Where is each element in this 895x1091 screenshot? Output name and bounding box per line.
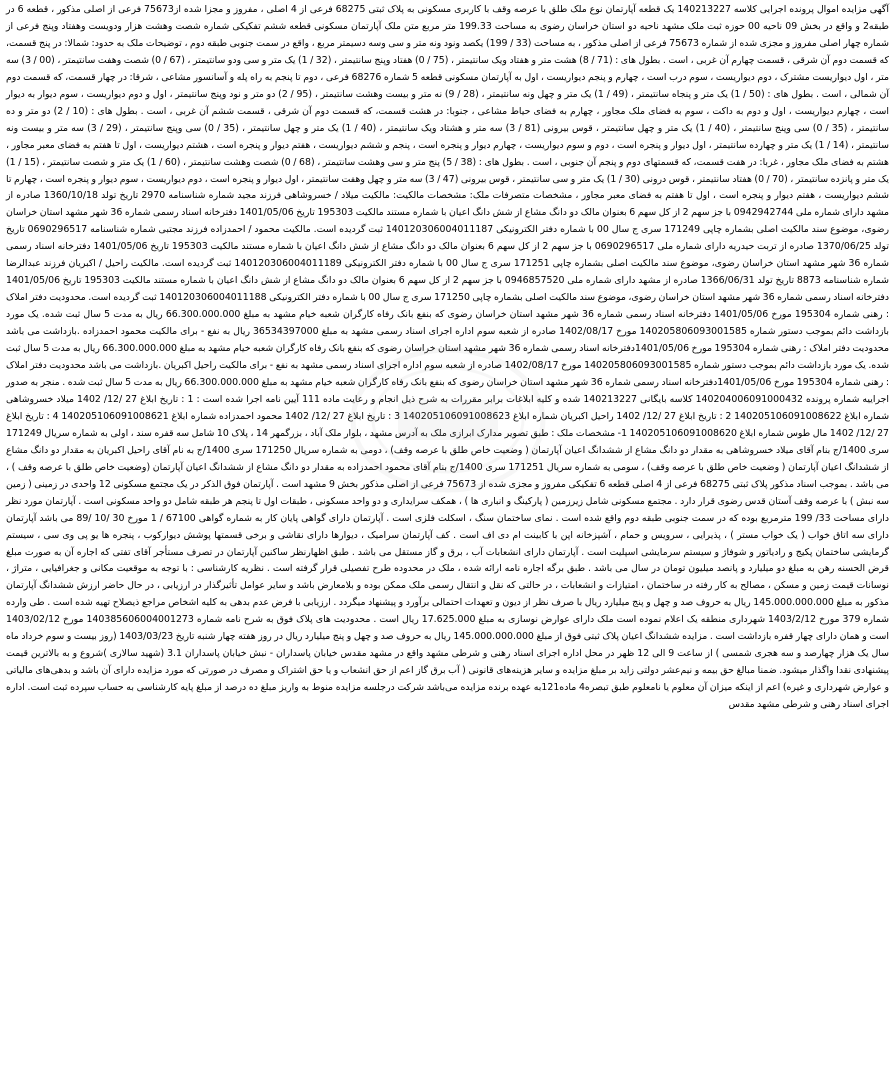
notice-body: آگهی مزایده اموال پرونده اجرایی کلاسه 140213227 یک قطعه آپارتمان نوع ملک طلق با عرصه وقف با کاربری مسکونی به پلاک ثبتی 68275 فرعی از 4 اصلی ، مفروز و مجزا شده از75673 فرعی از اصلی مذکور ، قطعه 6 در طبقه2 و واقع در بخش 09 ناحیه 00 حوزه ثبت ملک مشهد ناحیه دو استان خراسان رضوی به مساحت 199.33 متر مربع متن ملک آپارتمان مسکونی قطعه ششم تفکیکی شماره شصت وهشت هزار ودویست وهفتاد وپنج فرعی از شماره چهار اصلی مفروز و مجزی شده از شماره 75673 فرعی از اصلی مذکور ، به مساحت (33 / 199) یکصد ونود ونه متر و سی وسه دسیمتر مربع ، واقع در سمت جنوبی طبقه دوم ، توضیحات ملک به حدود: شمالا: در پنج قسمت، که قسمت دوم آن شرقی ، قسمت چهارم آن غربی ، است . بطول های : (71 / 8) هشت متر و هفتاد ویک سانتیمتر ، (75 / 0) هفتاد وپنج سانتیمتر ، (32 / 1) یک متر و سی ودو سانتیمتر ، (67 / 0) شصت وهفت سانتیمتر ، (00 / 3) سه متر ، اول دیواریست مشترک ، دوم دیواریست ، سوم درب است ، چهارم و پنجم دیواریست ، اول به آپارتمان مسکونی قطعه 5 شماره 68276 فرعی ، دوم تا پنجم به راه پله و آسانسور مشاعی ، شرقا: در چهار قسمت، که قسمت دوم آن شمالی ، است . بطول های : (50 / 1) یک متر و پنجاه سانتیمتر ، (49 / 1) یک متر و چهل ونه سانتیمتر ، (28 / 9) نه متر و بیست وهشت سانتیمتر ، (95 / 2) دو متر و نود وپنج سانتیمتر ، اول و دوم دیواریست ، سوم دیوار به دیوار است ، چهارم دیواریست ، اول و دوم به داکت ، سوم به فضای ملک مجاور ، چهارم به فضای حیاط مشاعی ، جنوبا: در هشت قسمت، که قسمت دوم آن شرقی ، قسمت ششم آن غربی ، است . بطول های : (10 / 2) دو متر و ده سانتیمتر ، (35 / 0) سی وپنج سانتیمتر ، (40 / 1) یک متر و چهل سانتیمتر ، قوس بیرونی (81 / 3) سه متر و هشتاد ویک سانتیمتر ، (40 / 1) یک متر و چهل سانتیمتر ، (35 / 0) سی وپنج سانتیمتر ، (29 / 3) سه متر و بیست ونه سانتیمتر ، (14 / 1) یک متر و چهارده سانتیمتر ، اول دیوار و پنجره است ، دوم و سوم دیواریست ، چهارم دیوار و پنجره است ، پنجم و ششم دیواریست ، هفتم دیوار و پنجره است ، هشتم دیواریست ، اول تا هفتم به فضای معبر مجاور ، هشتم به فضای ملک مجاور ، غربا: در هفت قسمت، که قسمتهای دوم و پنجم آن جنوبی ، است . بطول های : (38 / 5) پنج متر و سی وهشت سانتیمتر ، (68 / 0) شصت وهشت سانتیمتر ، (60 / 1) یک متر و شصت سانتیمتر ، (15 / 1) یک متر و پانزده سانتیمتر ، (70 / 0) هفتاد سانتیمتر ، قوس درونی (30 / 1) یک متر و سی سانتیمتر ، قوس بیرونی (47 / 3) سه متر و چهل وهفت سانتیمتر ، اول دیوار و پنجره است ، دوم دیواریست ، سوم دیوار و پنجره است ، چهارم تا ششم دیواریست ، هفتم دیوار و پنجره است ، اول تا هفتم به فضای معبر مجاور ، مشخصات متصرفات ملک: مشخصات مالکیت: مالکیت میلاد / خسروشاهی فرزند مجید شماره شناسنامه 2970 تاریخ تولد 1360/10/18 صادره از مشهد دارای شماره ملی 0942942744 با جز سهم 2 از کل سهم 6 بعنوان مالک دو دانگ مشاع از شش دانگ اعیان با شماره مستند مالکیت 195303 تاریخ 1401/05/06 دفترخانه اسناد رسمی شماره 36 شهر مشهد استان خراسان رضوی، موضوع سند مالکیت اصلی بشماره چاپی 171249 سری ج سال 00 با شماره دفتر الکترونیکی 140120306004011187 ثبت گردیده است. مالکیت محمود / احمدزاده فرزند مجتبی شماره شناسنامه 0690296517 تاریخ تولد 1370/06/25 صادره از تربت حیدریه دارای شماره ملی 0690296517 با جز سهم 2 از کل سهم 6 بعنوان مالک دو دانگ مشاع از شش دانگ اعیان با شماره مستند مالکیت 195303 تاریخ 1401/05/06 دفترخانه اسناد رسمی شماره 36 شهر مشهد استان خراسان رضوی، موضوع سند مالکیت اصلی بشماره چاپی 171251 سری ج سال 00 با شماره دفتر الکترونیکی 140120306004011189 ثبت گردیده است. مالکیت راحیل / اکبریان فرزند عبدالرضا شماره شناسنامه 8873 تاریخ تولد 1366/06/31 صادره از مشهد دارای شماره ملی 0946857520 با جز سهم 2 از کل سهم 6 بعنوان مالک دو دانگ مشاع از شش دانگ اعیان با شماره مستند مالکیت 195303 تاریخ 1401/05/06 دفترخانه اسناد رسمی شماره 36 شهر مشهد استان خراسان رضوی، موضوع سند مالکیت اصلی بشماره چاپی 171250 سری ج سال 00 با شماره دفتر الکترونیکی 140120306004011188 ثبت گردیده است. محدودیت دفتر املاک : رهنی شماره 195304 مورخ 1401/05/06 دفترخانه اسناد رسمی شماره 36 شهر مشهد استان خراسان رضوی که بنفع بانک رفاه کارگران شعبه خیام مشهد به مبلغ 66.300.000.000 ریال به مدت 5 سال ثبت شده. یک مورد بازداشت دائم بموجب دستور شماره 140205806093001585 مورخ 1402/08/17 صادره از شعبه سوم اداره اجرای اسناد رسمی مشهد به مبلغ 36534397000 ریال به نفع - برای مالکیت محمود احمدزاده .بازداشت می باشد محدودیت دفتر املاک : رهنی شماره 195304 مورخ 1401/05/06دفترخانه اسناد رسمی شماره 36 شهر مشهد استان خراسان رضوی که بنفع بانک رفاه کارگران شعبه خیام مشهد به مبلغ 66.300.000.000 ریال به مدت 5 سال ثبت شده. یک مورد بازداشت دائم بموجب دستور شماره 140205806093001585 مورخ 1402/08/17 صادره از شعبه سوم اداره اجرای اسناد رسمی مشهد به نفع - برای مالکیت راحیل اکبریان .بازداشت می باشد محدودیت دفتر املاک : رهنی شماره 195304 مورخ 1401/05/06دفترخانه اسناد رسمی شماره 36 شهر مشهد استان خراسان رضوی که بنفع بانک رفاه کارگران شعبه خیام مشهد به مبلغ 66.300.000.000 ریال به مدت 5 سال ثبت شده . منجر به صدور اجراییه شماره پرونده 140204006091000432 کلاسه بایگانی 140213227 شده و کلیه ابلاغات برابر مقررات به شرح ذیل انجام و رعایت ماده 111 آیین نامه اجرا شده است : 1 : تاریخ ابلاغ 27 /12/ 1402 میلاد خسروشاهی شماره ابلاغ 140205106091008622 2 : تاریخ ابلاغ 27 /12/ 1402 راحیل اکبریان شماره ابلاغ 140205106091008623 3 : تاریخ ابلاغ 27 /12/ 1402 محمود احمدزاده شماره ابلاغ 140205106091008621 4 : تاریخ ابلاغ 27 /12/ 1402 مال طوس شماره ابلاغ 140205106091008620 1- مشخصات ملک : طبق تصویر مدارک ابرازی ملک به آدرس مشهد ، بلوار ملک آباد ، بزرگمهر 14 ، پلاک 10 شامل سه قفره سند ، اولی به شماره سریال 171249 سری 1400/ج بنام آقای میلاد خسروشاهی به مقدار دو دانگ مشاع از ششدانگ اعیان آپارتمان ( وضعیت خاص طلق با عرصه وقف) ، دومی به شماره سریال 171250 سری 1400/ج به نام آقای راحیل اکبریان به مقدار دو دانگ مشاع از ششدانگ اعیان آپارتمان ( وضعیت خاص طلق با عرصه وقف) ، سومی به شماره سریال 171251 سری 1400/ج بنام آقای محمود احمدزاده به مقدار دو دانگ مشاع از ششدانگ اعیان آپارتمان (وضعیت خاص طلق با عرصه وقف ) ، می باشد . بموجب اسناد مذکور پلاک ثبتی 68275 فرعی از 4 اصلی قطعه 6 تفکیکی مفروز و مجزی شده از 75673 فرعی از اصلی مذکور بخش 9 مشهد است . آپارتمان فوق الذکر در یک مجتمع مسکونی 12 واحدی در زمینی ( زمین سه نبش ) با عرصه وقف آستان قدس رضوی قرار دارد . مجتمع مسکونی شامل زیرزمین ( پارکینگ و انباری ها ) ، همکف سرایداری و دو واحد مسکونی ، طبقات اول تا پنجم هر طبقه شامل دو واحد مسکونی است . آپارتمان مورد نظر دارای مساحت 33/ 199 مترمربع بوده که در سمت جنوبی طبقه دوم واقع شده است . نمای ساختمان سنگ ، اسکلت فلزی است . آپارتمان دارای گواهی پایان کار به شماره گواهی 67100 / 1 مورخ 30 /10 /89 می باشد آپارتمان دارای سه اتاق خواب ( یک خواب مستر ) ، پذیرایی ، سرویس و حمام ، آشپزخانه اپن با کابینت ام دی اف است . کف آپارتمان سرامیک ، دیوارها دارای نقاشی و برخی قسمتها پوشش دیوارکوب ، پنجره ها یو پی وی سی ، سیستم گرمایشی ساختمان پکیج و رادیاتور و شوفاژ و سیستم سرمایشی اسپلیت است . آپارتمان دارای انشعابات آب ، برق و گاز مستقل می باشد . طبق اظهارنظر ساکنین آپارتمان در تصرف مستأجر آقای تفتی که اجاره آن به صورت مبلغ قرض الحسنه رهن به مبلغ دو میلیارد و پانصد میلیون تومان در سال می باشد . طبق برگه اجاره نامه ارائه شده ، ملک در محدوده طرح تفصیلی قرار گرفته است . نظریه کارشناسی : با توجه به موقعیت مکانی و جغرافیایی ، متراژ ، نوسانات قیمت زمین و مسکن ، مصالح به کار رفته در ساختمان ، امتیازات و انشعابات ، در حالتی که نقل و انتقال رسمی ملک ممکن بوده و بلامعارض باشد و سایر عوامل تأثیرگذار در ارزیابی ، در حال حاضر ارزش ششدانگ آپارتمان مذکور به مبلغ 145.000.000.000 ریال به حروف صد و چهل و پنج میلیارد ریال با صرف نظر از دیون و تعهدات احتمالی برآورد و پیشنهاد میگردد . ارزیابی با فرض عدم بدهی به کلیه اشخاص مراجع ذیصلاح تهیه شده است . طی وارده شماره 379 مورخ 1403/2/12 شهرداری منطقه یک اعلام نموده است ملک دارای عوارض نوسازی به مبلغ 17.625.000 ریال است . محدودیت های پلاک فوق به شرح نامه شماره 140385606004001273 مورخ 1403/02/12 است و همان دارای چهار قفره بازداشت است . مزایده ششدانگ اعیان پلاک ثبتی فوق از مبلغ 145.000.000.000 ریال به حروف صد و چهل و پنج میلیارد ریال در روز هفته چهار شنبه تاریخ 1403/03/23 (روز بیست و سوم خرداد ماه سال یک هزار چهارصد و سه هجری شمسی ) از ساعت 9 الی 12 ظهر در محل اداره اجرای اسناد رهنی و شرطی مشهد واقع در مشهد مقدس خیابان پاسداران - نبش خیابان پاسداران 3.1 (شهید سالاری )شروع و به بالاترین قیمت پیشنهادی نقدا واگذار میشود. ضمنا مبالغ حق بیمه و نیم‌عشر دولتی زاید بر مبلغ مزایده و سایر هزینه‌های قانونی ( آب برق گاز اعم از حق انشعاب و یا حق اشتراک و مصرف در صورتی که مورد مزایده دارای آن باشد و بدهی‌های مالیاتی و عوارض شهرداری و غیره) اعم از اینکه میزان آن معلوم یا نامعلوم طبق تبصره4 ماده121به عهده برنده مزایده می‌باشد شرکت درجلسه مزایده منوط به واریز مبلغ ده درصد از مبلغ پایه کارشناسی به حساب سپرده ثبت است. اداره اجرای اسناد رهنی و شرطی مشهد مقدس bbox=[6, 4, 890, 711]
